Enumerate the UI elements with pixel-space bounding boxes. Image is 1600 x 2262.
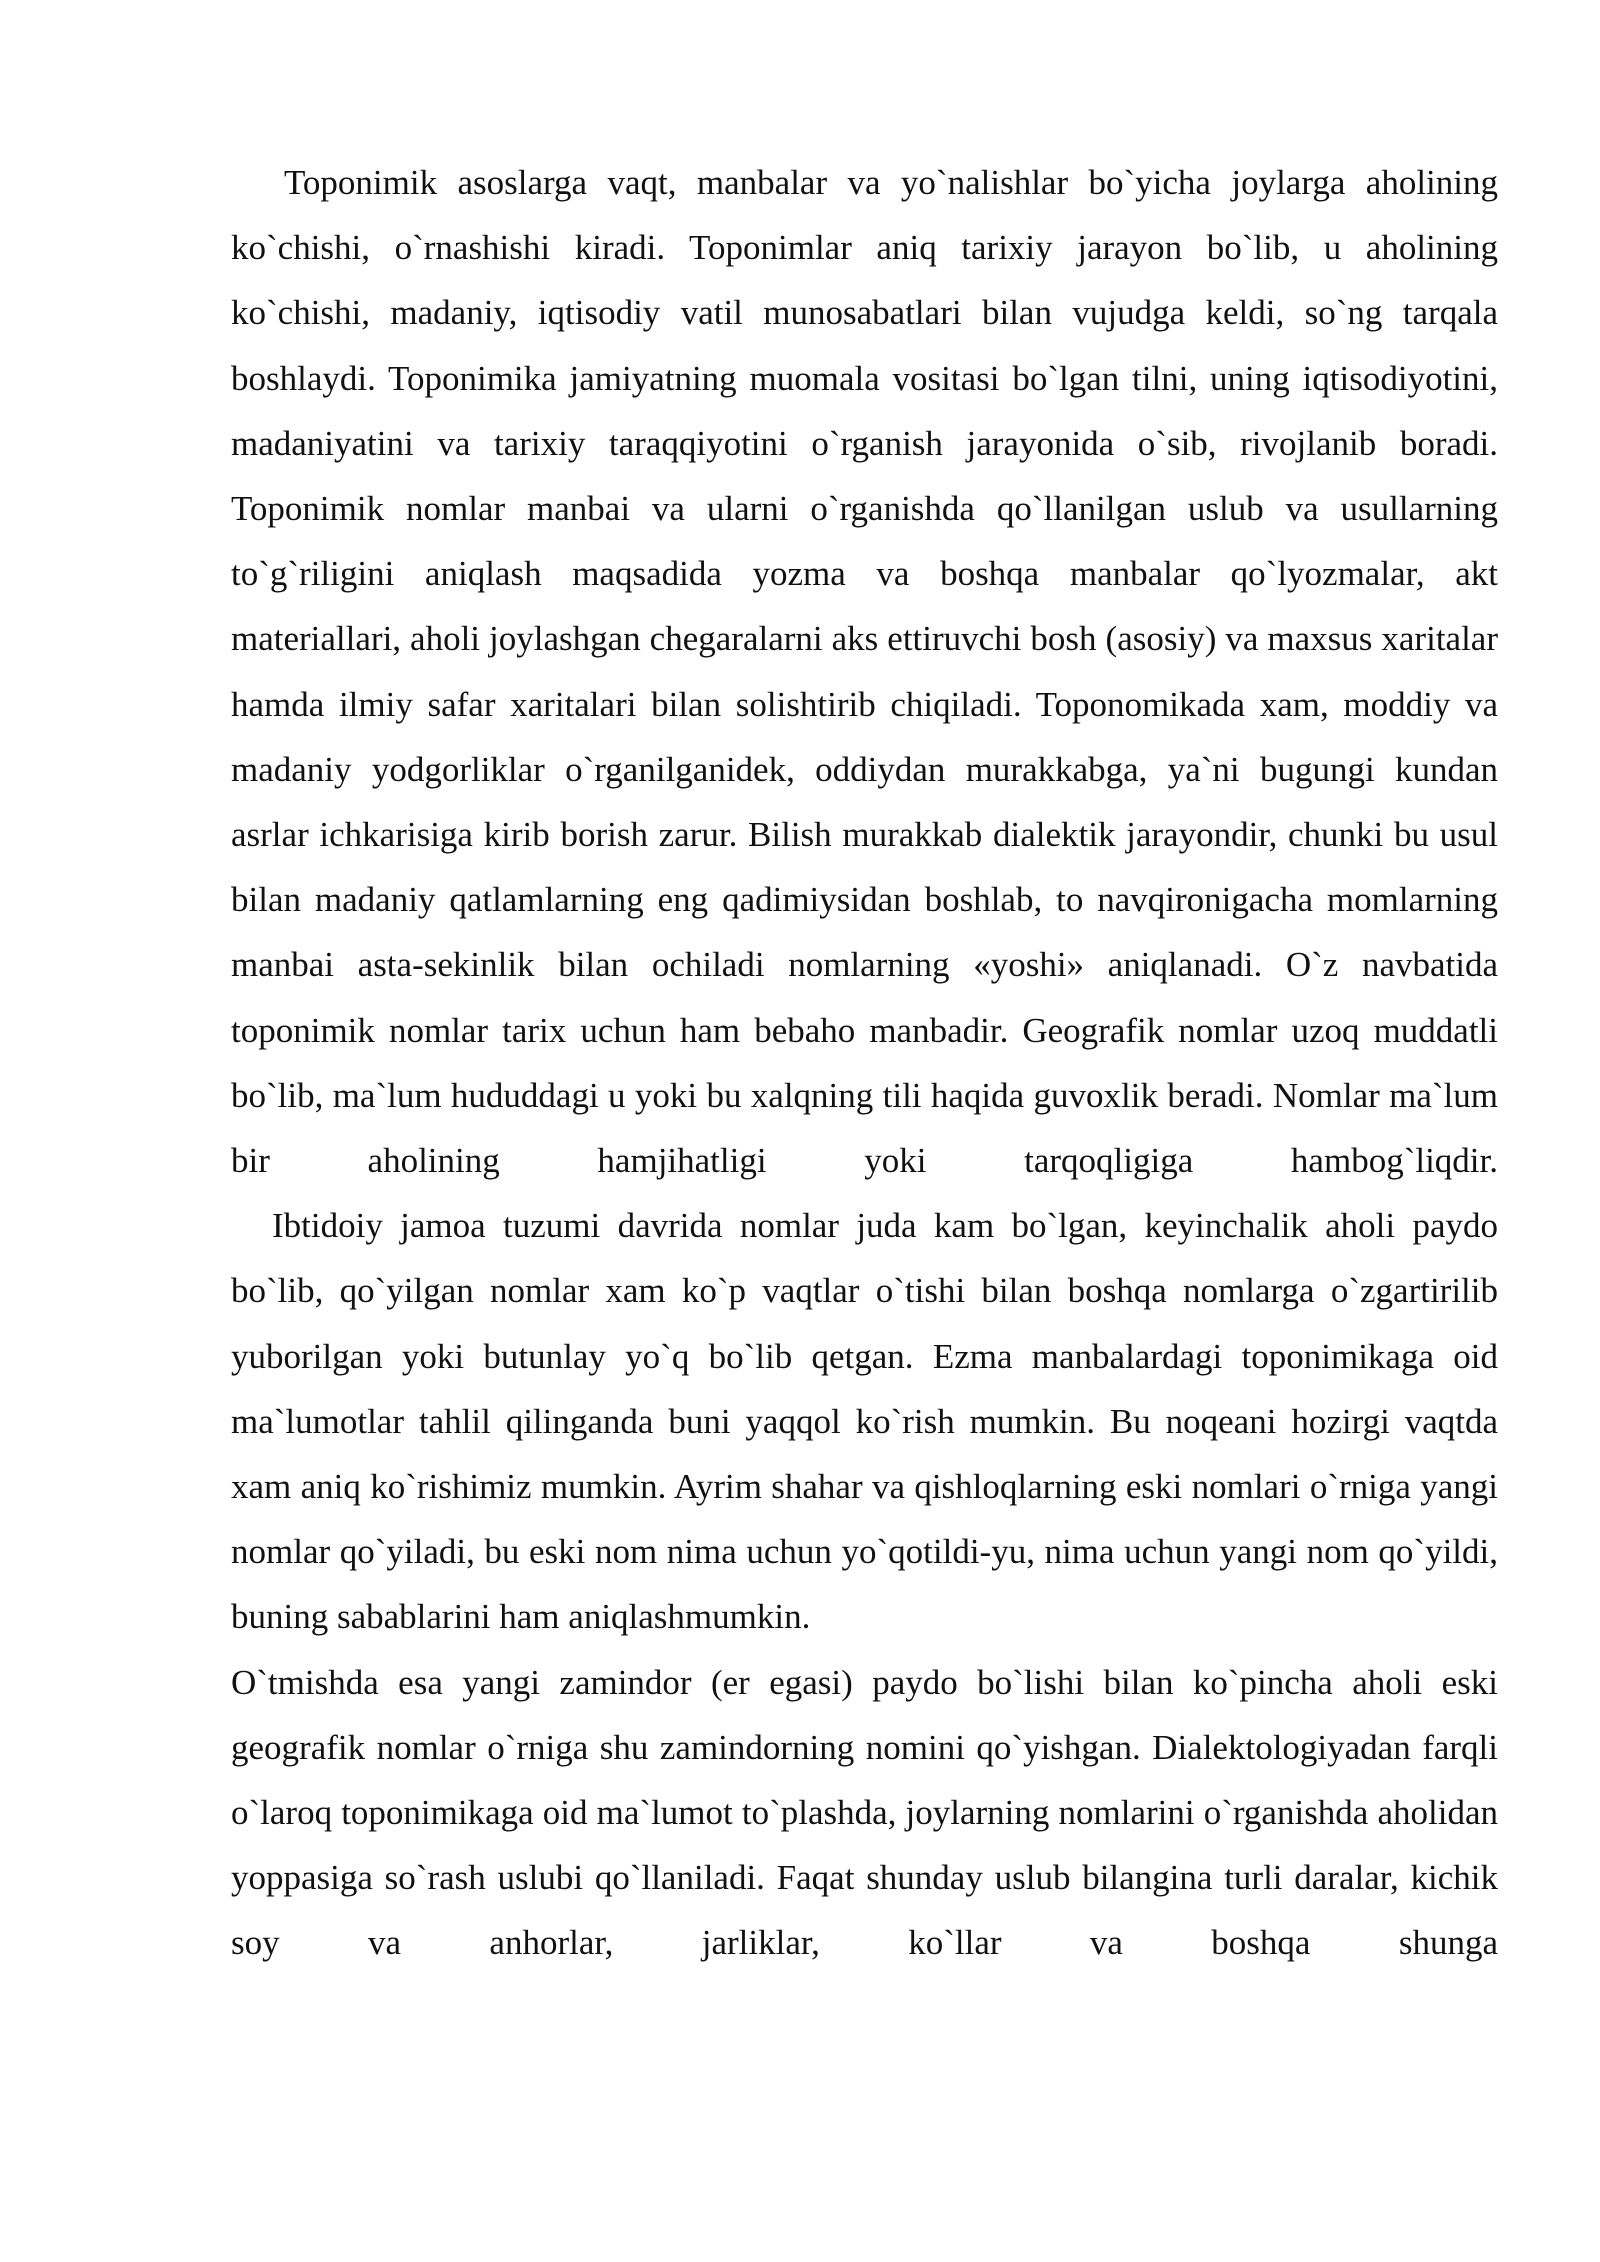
paragraph-1: Toponimik asoslarga vaqt, manbalar va yo`nalishlar bo`yicha joylarga aholining ko`chishi, o`rnashishi kiradi. Toponimlar aniq tarixiy jarayon bo`lib, u aholining ko`chishi, madaniy, iqtisodiy vatil munosabatlari bilan vujudga keldi, so`ng tarqala boshlaydi. Toponimika jamiyatning muomala vositasi bo`lgan tilni, uning iqtisodiyotini, madaniyatini va tarixiy taraqqiyotini o`rganish jarayonida o`sib, rivojlanib boradi. Toponimik nomlar manbai va ularni o`rganishda qo`llanilgan uslub va usullarning to`g`riligini aniqlash maqsadida yozma va boshqa manbalar qo`lyozmalar, akt materiallari, aholi joylashgan chegaralarni aks ettiruvchi bosh (asosiy) va maxsus xaritalar hamda ilmiy safar xaritalari bilan solishtirib chiqiladi. Toponomikada xam, moddiy va madaniy yodgorliklar o`rganilganidek, oddiydan murakkabga, ya`ni bugungi kundan asrlar ichkarisiga kirib borish zarur. Bilish murakkab dialektik jarayondir, chunki bu usul bilan madaniy qatlamlarning eng qadimiysidan boshlab, to navqironigacha momlarning manbai asta-sekinlik bilan ochiladi nomlarning «yoshi» aniqlanadi. O`z navbatida toponimik nomlar tarix uchun ham bebaho manbadir. Geografik nomlar uzoq muddatli bo`lib, ma`lum hududdagi u yoki bu xalqning tili haqida guvoxlik beradi. Nomlar ma`lum bir aholining hamjihatligi yoki tarqoqligiga hambog`liqdir. <box>231 163 1498 1181</box>
paragraph-3: O`tmishda esa yangi zamindor (er egasi) paydo bo`lishi bilan ko`pincha aholi eski geografik nomlar o`rniga shu zamindorning nomini qo`yishgan. Dialektologiyadan farqli o`laroq toponimikaga oid ma`lumot to`plashda, joylarning nomlarini o`rganishda aholidan yoppasiga so`rash uslubi qo`llaniladi. Faqat shunday uslub bilangina turli daralar, kichik soy va anhorlar, jarliklar, ko`llar va boshqa shunga <box>231 1662 1498 1963</box>
document-body <box>231 150 1498 1976</box>
paragraph-2: Ibtidoiy jamoa tuzumi davrida nomlar juda kam bo`lgan, keyinchalik aholi paydo bo`lib, qo`yilgan nomlar xam ko`p vaqtlar o`tishi bilan boshqa nomlarga o`zgartirilib yuborilgan yoki butunlay yo`q bo`lib qetgan. Ezma manbalardagi toponimikaga oid ma`lumotlar tahlil qilinganda buni yaqqol ko`rish mumkin. Bu noqeani hozirgi vaqtda xam aniq ko`rishimiz mumkin. Ayrim shahar va qishloqlarning eski nomlari o`rniga yangi nomlar qo`yiladi, bu eski nom nima uchun yo`qotildi-yu, nima uchun yangi nom qo`yildi, buning sabablarini ham aniqlashmumkin. <box>231 1206 1498 1637</box>
